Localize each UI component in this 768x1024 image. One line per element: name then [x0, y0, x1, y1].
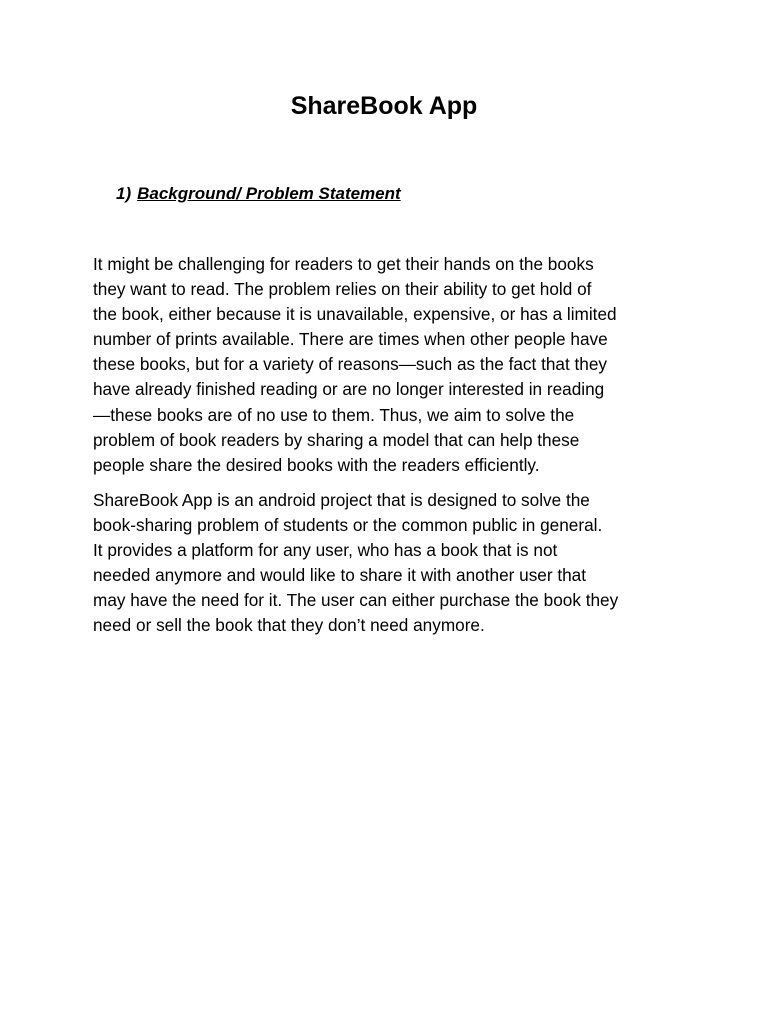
paragraph-line: the book, either because it is unavailable, expensive, or has a limited: [93, 304, 617, 325]
paragraph-line: may have the need for it. The user can either purchase the book they: [93, 590, 619, 611]
document-title: ShareBook App: [290, 92, 478, 120]
paragraph-line: have already finished reading or are no longer interested in reading: [93, 379, 605, 400]
paragraph-line: people share the desired books with the readers efficiently.: [93, 454, 540, 475]
section-number: 1): [116, 184, 132, 203]
paragraph-line: It might be challenging for readers to get their hands on the books: [93, 254, 594, 274]
paragraph-line: need or sell the book that they don’t need anymore.: [93, 615, 485, 636]
section-heading-label: Background/ Problem Statement: [137, 184, 401, 203]
paragraph-line: problem of book readers by sharing a model that can help these: [93, 429, 580, 450]
paragraph-line: number of prints available. There are times when other people have: [93, 329, 608, 350]
paragraph-line: It provides a platform for any user, who has a book that is not: [93, 540, 558, 561]
paragraph-line: —these books are of no use to them. Thus, we aim to solve the: [93, 404, 575, 425]
paragraph-line: book-sharing problem of students or the common public in general.: [93, 515, 603, 536]
paragraph-line: ShareBook App is an android project that is designed to solve the: [93, 490, 590, 510]
paragraph-problem-statement: [93, 252, 693, 478]
paragraph-line: these books, but for a variety of reasons—such as the fact that they: [93, 354, 607, 375]
paragraph-line: they want to read. The problem relies on their ability to get hold of: [93, 279, 592, 300]
paragraph-app-description: [93, 488, 693, 639]
section-heading: [116, 181, 401, 207]
paragraph-line: needed anymore and would like to share it with another user that: [93, 565, 587, 586]
